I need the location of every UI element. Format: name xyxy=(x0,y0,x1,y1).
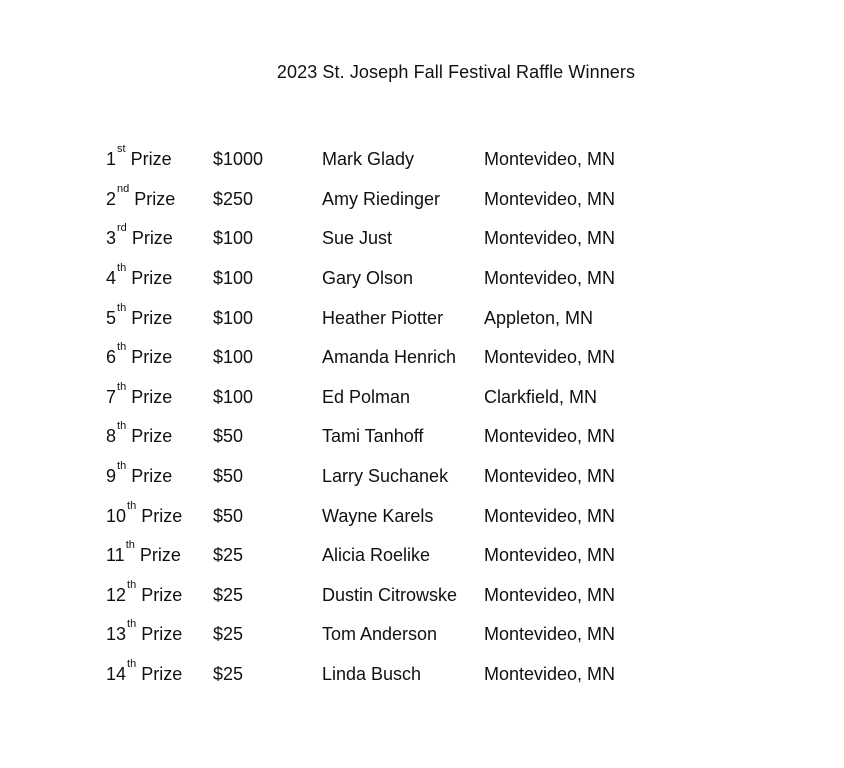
winner-name: Mark Glady xyxy=(322,149,415,170)
winner-location: Montevideo, MN xyxy=(484,268,616,289)
winner-row xyxy=(106,655,644,695)
prize-place xyxy=(106,301,213,329)
prize-place xyxy=(106,499,213,527)
prize-amount: $25 xyxy=(213,545,244,566)
prize-label: Prize xyxy=(131,268,173,289)
winners-list xyxy=(106,140,644,694)
document-title: 2023 St. Joseph Fall Festival Raffle Winners xyxy=(276,62,636,82)
prize-ordinal-suffix: th xyxy=(127,578,137,591)
prize-ordinal-suffix: th xyxy=(117,380,127,393)
prize-number: 14 xyxy=(106,664,127,685)
prize-number: 10 xyxy=(106,505,127,526)
prize-place xyxy=(106,380,213,408)
winner-name: Tami Tanhoff xyxy=(322,426,424,447)
prize-amount: $25 xyxy=(213,624,244,645)
winner-name: Dustin Citrowske xyxy=(322,584,458,605)
winner-row xyxy=(106,457,644,497)
prize-amount: $100 xyxy=(213,386,254,407)
winner-location: Montevideo, MN xyxy=(484,228,616,249)
winner-name: Amy Riedinger xyxy=(322,188,441,209)
prize-amount: $250 xyxy=(213,188,254,209)
winner-row xyxy=(106,417,644,457)
prize-place xyxy=(106,341,213,368)
prize-place xyxy=(106,658,213,685)
prize-number: 9 xyxy=(106,466,117,487)
prize-number: 11 xyxy=(106,545,125,566)
winner-location: Montevideo, MN xyxy=(484,466,616,487)
prize-label: Prize xyxy=(141,664,183,685)
winner-location: Montevideo, MN xyxy=(484,545,616,566)
prize-number: 8 xyxy=(106,426,117,447)
winner-location: Appleton, MN xyxy=(484,307,594,328)
prize-number: 5 xyxy=(106,307,117,328)
prize-label: Prize xyxy=(131,228,173,249)
winner-location: Montevideo, MN xyxy=(484,426,616,447)
prize-number: 1 xyxy=(106,149,117,170)
prize-ordinal-suffix: th xyxy=(117,341,127,354)
winner-location: Montevideo, MN xyxy=(484,624,616,645)
prize-ordinal-suffix: nd xyxy=(117,182,130,195)
prize-amount: $100 xyxy=(213,268,254,289)
winner-row xyxy=(106,219,644,259)
winner-location: Montevideo, MN xyxy=(484,584,616,605)
prize-number: 6 xyxy=(106,347,117,368)
prize-ordinal-suffix: th xyxy=(127,658,137,671)
winner-location: Clarkfield, MN xyxy=(484,386,598,407)
prize-label: Prize xyxy=(130,149,172,170)
prize-place xyxy=(106,222,213,249)
prize-number: 12 xyxy=(106,584,127,605)
winner-row xyxy=(106,140,644,180)
winner-name: Sue Just xyxy=(322,228,393,249)
winner-row xyxy=(106,259,644,299)
prize-number: 7 xyxy=(106,386,117,407)
prize-ordinal-suffix: th xyxy=(117,420,127,433)
prize-amount: $100 xyxy=(213,228,254,249)
winner-row xyxy=(106,180,644,220)
winner-row xyxy=(106,378,644,418)
winner-name: Amanda Henrich xyxy=(322,347,457,368)
prize-amount: $25 xyxy=(213,664,244,685)
prize-ordinal-suffix: th xyxy=(127,618,137,631)
prize-amount: $50 xyxy=(213,505,244,526)
winner-row xyxy=(106,298,644,338)
prize-amount: $50 xyxy=(213,426,244,447)
prize-ordinal-suffix: th xyxy=(117,301,127,314)
prize-place xyxy=(106,262,213,289)
winner-row xyxy=(106,496,644,536)
prize-place xyxy=(106,539,213,566)
winner-row xyxy=(106,615,644,655)
prize-ordinal-suffix: th xyxy=(117,262,127,275)
prize-label: Prize xyxy=(141,584,183,605)
prize-number: 4 xyxy=(106,268,117,289)
prize-number: 13 xyxy=(106,624,127,645)
prize-ordinal-suffix: th xyxy=(127,499,137,512)
prize-label: Prize xyxy=(141,505,183,526)
prize-place xyxy=(106,578,213,606)
winner-location: Montevideo, MN xyxy=(484,188,616,209)
winner-name: Wayne Karels xyxy=(322,505,434,526)
prize-label: Prize xyxy=(131,347,173,368)
prize-amount: $1000 xyxy=(213,149,264,170)
winner-name: Heather Piotter xyxy=(322,307,444,328)
winner-name: Larry Suchanek xyxy=(322,466,449,487)
prize-number: 2 xyxy=(106,188,117,209)
prize-amount: $50 xyxy=(213,466,244,487)
winner-name: Alicia Roelike xyxy=(322,545,431,566)
prize-label: Prize xyxy=(139,545,181,566)
prize-place xyxy=(106,182,213,210)
prize-number: 3 xyxy=(106,228,117,249)
winner-row xyxy=(106,338,644,378)
prize-amount: $100 xyxy=(213,307,254,328)
winner-location: Montevideo, MN xyxy=(484,505,616,526)
winner-name: Gary Olson xyxy=(322,268,414,289)
winner-name: Linda Busch xyxy=(322,664,422,685)
prize-ordinal-suffix: th xyxy=(117,460,127,473)
winner-row xyxy=(106,576,644,616)
prize-label: Prize xyxy=(131,426,173,447)
prize-place xyxy=(106,420,213,447)
winner-location: Montevideo, MN xyxy=(484,347,616,368)
prize-ordinal-suffix: th xyxy=(125,539,135,552)
prize-label: Prize xyxy=(131,307,173,328)
prize-place xyxy=(106,460,213,487)
winner-name: Tom Anderson xyxy=(322,624,438,645)
winner-location: Montevideo, MN xyxy=(484,149,616,170)
winner-name: Ed Polman xyxy=(322,386,411,407)
winner-row xyxy=(106,536,644,576)
prize-label: Prize xyxy=(131,466,173,487)
winner-location: Montevideo, MN xyxy=(484,664,616,685)
prize-place xyxy=(106,143,213,170)
prize-amount: $25 xyxy=(213,584,244,605)
prize-label: Prize xyxy=(134,188,176,209)
prize-ordinal-suffix: rd xyxy=(117,222,127,235)
prize-place xyxy=(106,618,213,645)
prize-label: Prize xyxy=(141,624,183,645)
prize-label: Prize xyxy=(131,386,173,407)
prize-amount: $100 xyxy=(213,347,254,368)
prize-ordinal-suffix: st xyxy=(117,143,126,156)
